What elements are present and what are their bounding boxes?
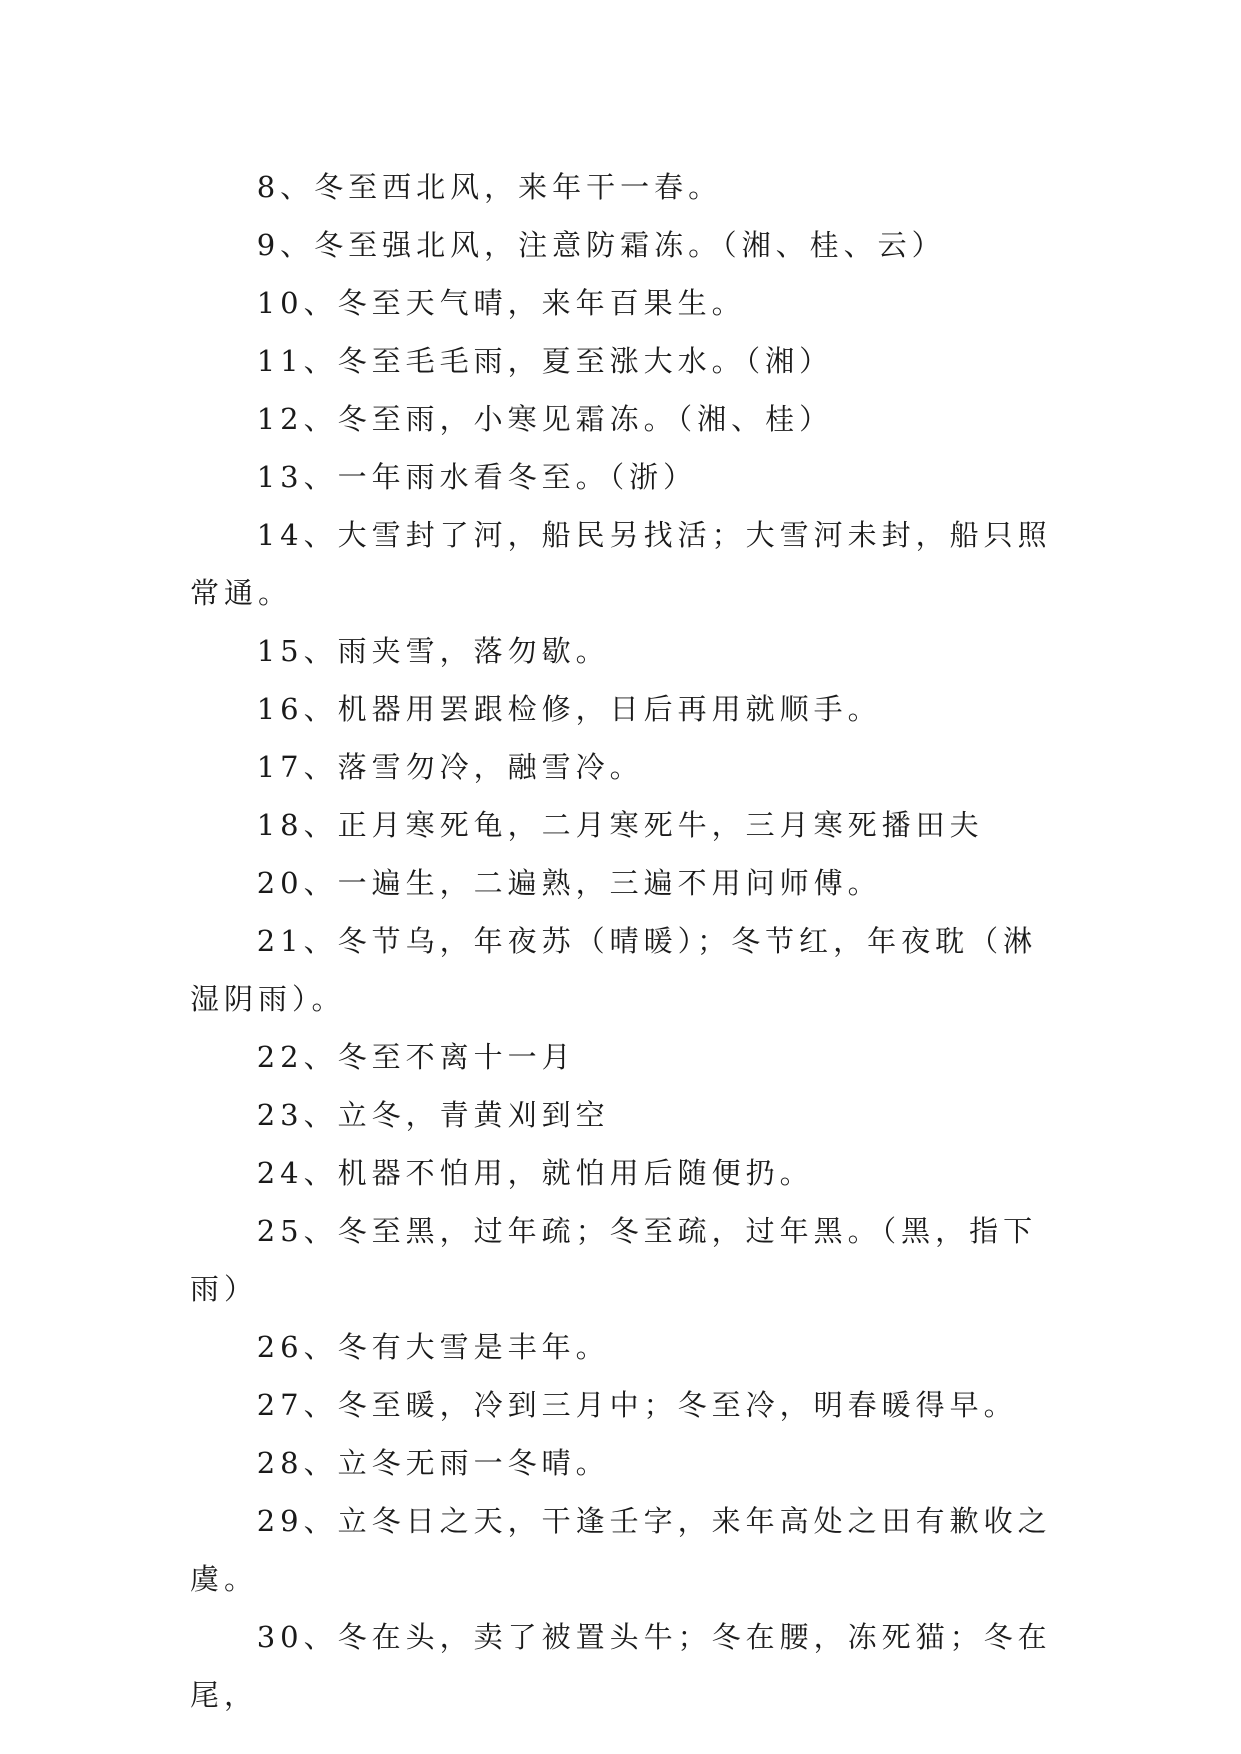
proverb-14: 14、大雪封了河，船民另找活；大雪河未封，船只照常通。 xyxy=(190,518,1052,610)
proverb-28: 28、立冬无雨一冬晴。 xyxy=(256,1446,610,1480)
proverb-13: 13、一年雨水看冬至。（浙） xyxy=(256,460,698,494)
proverb-16: 16、机器用罢跟检修，日后再用就顺手。 xyxy=(256,692,882,726)
proverb-8: 8、冬至西北风，来年干一春。 xyxy=(256,170,723,204)
proverb-17: 17、落雪勿冷，融雪冷。 xyxy=(256,750,644,784)
proverb-12: 12、冬至雨，小寒见霜冻。（湘、桂） xyxy=(256,402,834,436)
proverb-30: 30、冬在头，卖了被置头牛；冬在腰，冻死猫；冬在尾， xyxy=(190,1620,1052,1712)
proverb-20: 20、一遍生，二遍熟，三遍不用问师傅。 xyxy=(256,866,882,900)
proverb-18: 18、正月寒死龟，二月寒死牛，三月寒死播田夫 xyxy=(256,808,984,842)
proverb-27: 27、冬至暖，冷到三月中；冬至冷，明春暖得早。 xyxy=(256,1388,1018,1422)
proverb-24: 24、机器不怕用，就怕用后随便扔。 xyxy=(256,1156,814,1190)
proverb-26: 26、冬有大雪是丰年。 xyxy=(256,1330,610,1364)
proverb-25: 25、冬至黑，过年疏；冬至疏，过年黑。（黑，指下雨） xyxy=(190,1214,1038,1306)
proverb-21: 21、冬节乌，年夜苏（晴暖）；冬节红，年夜耽（淋湿阴雨）。 xyxy=(190,924,1038,1016)
document-body xyxy=(190,158,1055,1724)
proverb-29: 29、立冬日之天，干逢壬字，来年高处之田有歉收之虞。 xyxy=(190,1504,1052,1596)
proverb-15: 15、雨夹雪，落勿歇。 xyxy=(256,634,610,668)
proverb-22: 22、冬至不离十一月 xyxy=(256,1040,576,1074)
proverb-11: 11、冬至毛毛雨，夏至涨大水。（湘） xyxy=(256,344,834,378)
proverb-10: 10、冬至天气晴，来年百果生。 xyxy=(256,286,746,320)
proverb-9: 9、冬至强北风，注意防霜冻。（湘、桂、云） xyxy=(256,228,946,262)
proverb-23: 23、立冬，青黄刈到空 xyxy=(256,1098,610,1132)
